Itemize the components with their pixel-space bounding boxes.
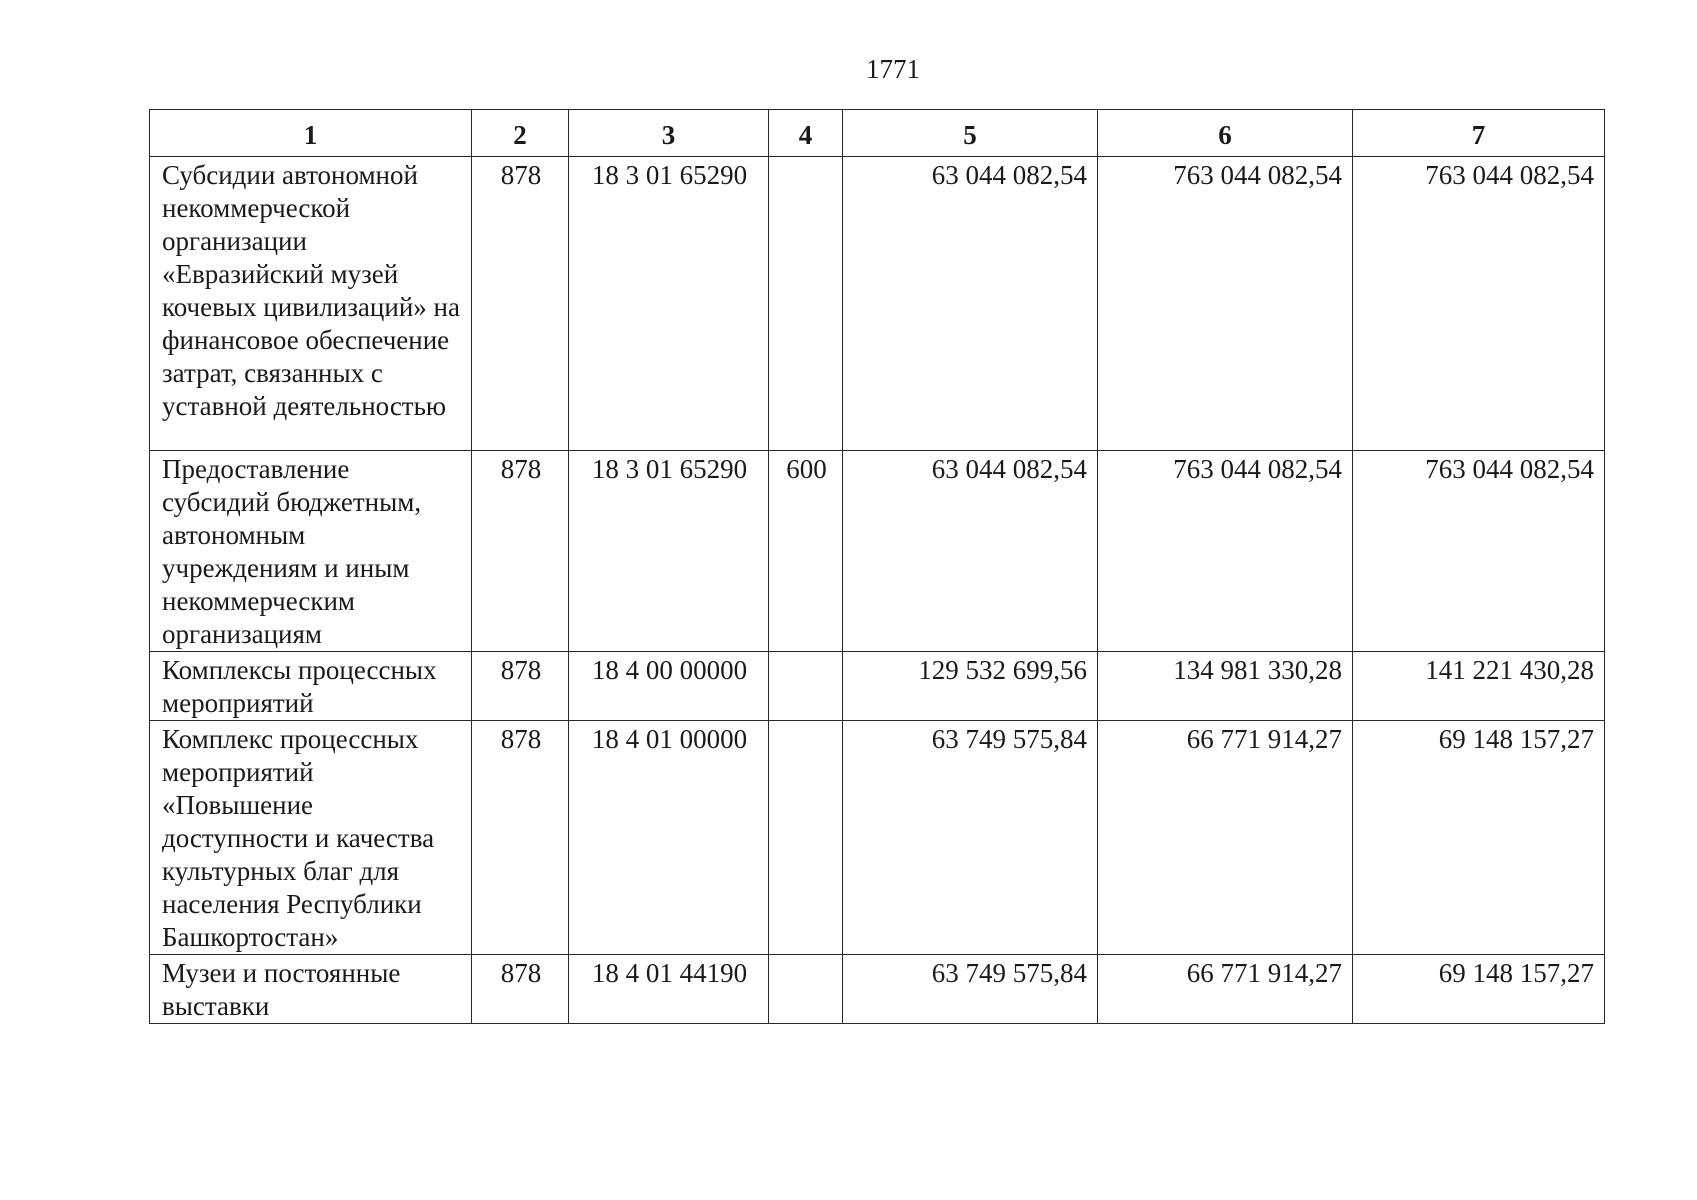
amount-cell-7: 69 148 157,27 [1353, 721, 1605, 955]
target-code-cell: 18 4 01 44190 [569, 955, 769, 1024]
target-code-cell: 18 3 01 65290 [569, 451, 769, 652]
table-row [150, 955, 1605, 1024]
expense-type-cell [769, 955, 843, 1024]
row-name-cell: Музеи и постоянные выставки [150, 955, 472, 1024]
expense-type-cell: 600 [769, 451, 843, 652]
row-name-cell: Субсидии автономной некоммерческой организации «Евразийский музей кочевых цивилизаций» на финансовое обеспечение затрат, связанных с уставной деятельностью [150, 157, 472, 451]
target-code-cell: 18 3 01 65290 [569, 157, 769, 451]
table-row [150, 157, 1605, 451]
row-name-cell: Комплексы процессных мероприятий [150, 652, 472, 721]
expense-type-cell [769, 157, 843, 451]
column-header: 5 [843, 110, 1098, 157]
amount-cell-6: 763 044 082,54 [1098, 157, 1353, 451]
column-header: 6 [1098, 110, 1353, 157]
amount-cell-7: 763 044 082,54 [1353, 451, 1605, 652]
amount-cell-5: 63 044 082,54 [843, 157, 1098, 451]
amount-cell-7: 69 148 157,27 [1353, 955, 1605, 1024]
amount-cell-5: 63 044 082,54 [843, 451, 1098, 652]
column-header: 4 [769, 110, 843, 157]
amount-cell-6: 66 771 914,27 [1098, 955, 1353, 1024]
column-header: 1 [150, 110, 472, 157]
department-code-cell: 878 [472, 451, 569, 652]
amount-cell-6: 134 981 330,28 [1098, 652, 1353, 721]
table-row [150, 652, 1605, 721]
amount-cell-6: 763 044 082,54 [1098, 451, 1353, 652]
department-code-cell: 878 [472, 652, 569, 721]
department-code-cell: 878 [472, 721, 569, 955]
amount-cell-5: 63 749 575,84 [843, 721, 1098, 955]
column-header: 2 [472, 110, 569, 157]
table-row [150, 451, 1605, 652]
row-name-cell: Предоставление субсидий бюджетным, автономным учреждениям и иным некоммерческим организациям [150, 451, 472, 652]
column-header: 7 [1353, 110, 1605, 157]
amount-cell-7: 141 221 430,28 [1353, 652, 1605, 721]
page-number: 1771 [866, 54, 920, 84]
column-header: 3 [569, 110, 769, 157]
expense-type-cell [769, 721, 843, 955]
amount-cell-6: 66 771 914,27 [1098, 721, 1353, 955]
amount-cell-7: 763 044 082,54 [1353, 157, 1605, 451]
row-name-cell: Комплекс процессных мероприятий «Повышение доступности и качества культурных благ для населения Республики Башкортостан» [150, 721, 472, 955]
department-code-cell: 878 [472, 955, 569, 1024]
amount-cell-5: 129 532 699,56 [843, 652, 1098, 721]
target-code-cell: 18 4 00 00000 [569, 652, 769, 721]
department-code-cell: 878 [472, 157, 569, 451]
amount-cell-5: 63 749 575,84 [843, 955, 1098, 1024]
header-row [150, 110, 1605, 157]
budget-table [149, 109, 1605, 1024]
table-row [150, 721, 1605, 955]
target-code-cell: 18 4 01 00000 [569, 721, 769, 955]
expense-type-cell [769, 652, 843, 721]
